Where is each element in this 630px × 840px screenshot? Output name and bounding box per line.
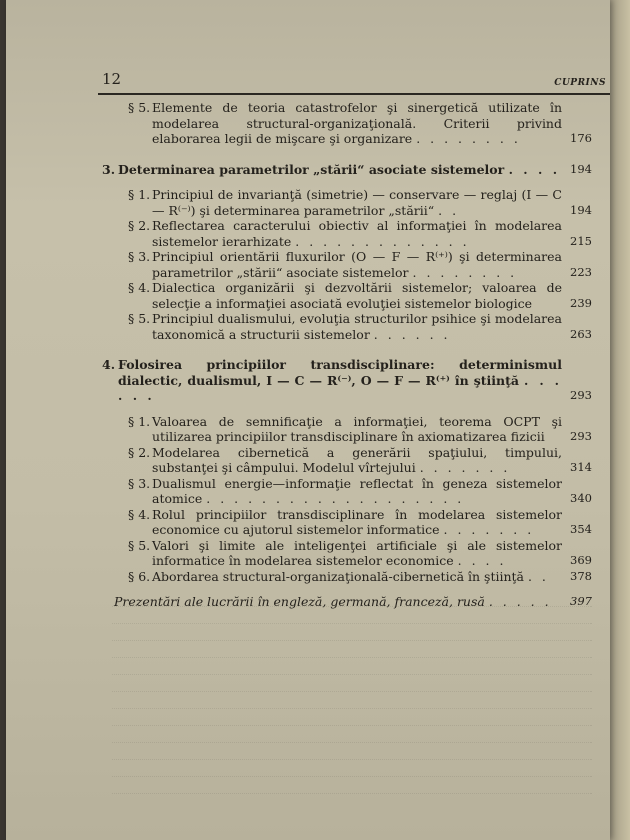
entry-page: 239 [570,295,592,310]
chapter-number: 3. [102,161,116,177]
toc-entry: § 5. Valori şi limite ale inteligenţei artificiale şi ale sistemelor informatice în modelarea sistemelor economice . . . . 369 [128,537,592,568]
entry-title: Abordarea structural-organizaţională-cibernetică în ştiinţă [152,568,524,584]
toc-entry [102,414,592,445]
toc-entry: § 3. Dualismul energie—informaţie reflectat în geneza sistemelor atomice . . . . . . . . . . . . . . . . . . . 340 [128,475,592,506]
entry-page: 223 [570,264,592,279]
entry-number: § 5. [128,100,151,115]
toc-entry: § 1. Principiul de invarianţă (simetrie) — conservare — reglaj (I — C — R⁽⁻⁾) şi determinarea parametrilor „stării“ . . 194 [128,187,592,218]
entry-title: Valoarea de semnificaţie a informaţiei, teorema OCPT şi utilizarea principiilor transdisciplinare în axiomatizarea fizicii [152,413,562,444]
entry-page: 293 [570,429,592,443]
running-head: CUPRINS [554,78,606,88]
entry-title: Valori şi limite ale inteligenţei artificiale şi ale sistemelor informatice în modelarea sistemelor economice [152,537,562,568]
page-header [94,66,610,92]
entry-page: 369 [570,553,592,567]
toc-chapter: 3. Determinarea parametrilor „stării“ asociate sistemelor . . . . 194 [102,161,592,177]
toc-entry: § 3. Principiul orientării fluxurilor (O — F — R⁽⁺⁾) şi determinarea parametrilor „stării“ asociate sistemelor . . . . . . . . 223 [128,249,592,280]
chapter-page: 194 [570,161,592,176]
entry-title: Elemente de teoria catastrofelor şi sinergetică utilizate în modelarea structural-organizaţională. Criterii privind elaborarea legii de mişcare şi organizare [152,100,562,146]
toc-entry: § 6. Abordarea structural-organizaţională-cibernetică în ştiinţă . . 378 [128,568,592,584]
entry-number: § 4. [128,506,151,522]
entry-number: § 5. [128,311,151,326]
header-rule [98,93,610,95]
toc-entry: § 5. Principiul dualismului, evoluţia structurilor psihice şi modelarea taxonomică a structurii sistemelor . . . . . . 263 [128,311,592,342]
chapter-title: Folosirea principiilor transdisciplinare: determinismul dialectic, dualismul, I — C — R⁽⁻⁾, O — F — R⁽⁺⁾ în ştiinţă [118,357,562,388]
toc-entry: § 5. Elemente de teoria catastrofelor şi sinergetică utilizate în modelarea structural-organizaţională. Criterii privind elaborarea legii de mişcare şi organizare . . . . . . . . 176 [128,100,592,146]
entry-number: § 5. [128,537,151,553]
entry-number: § 6. [128,568,151,584]
entry-title: Reflectarea caracterului obiectiv al informaţiei în modelarea sistemelor ierarhizate [152,218,562,249]
entry-page: 215 [570,233,592,248]
entry-number: § 3. [128,249,151,264]
entry-page: 176 [570,131,592,145]
toc-entry [102,280,592,311]
entry-number: § 2. [128,218,151,233]
entry-title: Rolul principiilor transdisciplinare în modelarea sistemelor economice cu ajutorul sistemelor informatice [152,506,562,537]
entry-number: § 3. [128,475,151,491]
toc-entry: § 2. Reflectarea caracterului obiectiv al informaţiei în modelarea sistemelor ierarhizate . . . . . . . . . . . . . 215 [128,218,592,249]
entry-page: 194 [570,202,592,217]
chapter-page: 293 [570,388,592,402]
page-number: 12 [102,70,122,88]
closing-title: Prezentări ale lucrării în engleză, germană, franceză, rusă [114,594,485,609]
entry-title: Dialectica organizării şi dezvoltării sistemelor; valoarea de selecţie a informaţiei asociată evoluţiei sistemelor biologice [152,280,562,311]
entry-page: 340 [570,491,592,505]
book-page [6,0,610,840]
toc-chapter: 4. Folosirea principiilor transdisciplinare: determinismul dialectic, dualismul, I — C — R⁽⁻⁾, O — F — R⁽⁺⁾ în ştiinţă . . . . . . 293 [102,357,592,403]
toc-entry: § 2. Modelarea cibernetică a generării spaţiului, timpului, substanţei şi câmpului. Modelul vîrtejului . . . . . . . 314 [128,444,592,475]
toc-closing-entry: Prezentări ale lucrării în engleză, germană, franceză, rusă . . . . . 397 [114,594,592,609]
entry-number: § 1. [128,187,151,202]
table-of-contents [102,100,592,610]
chapter-number: 4. [102,357,116,372]
bleed-through-text [112,590,592,830]
chapter-title: Determinarea parametrilor „stării“ asociate sistemelor [118,161,505,177]
closing-page: 397 [570,594,592,608]
toc-entry: § 4. Rolul principiilor transdisciplinare în modelarea sistemelor economice cu ajutorul sistemelor informatice . . . . . . . 354 [128,506,592,537]
entry-title: Principiul de invarianţă (simetrie) — conservare — reglaj (I — C — R⁽⁻⁾) şi determinarea parametrilor „stării“ [152,187,562,218]
entry-page: 314 [570,460,592,474]
entry-number: § 4. [128,280,151,295]
entry-title: Principiul dualismului, evoluţia structurilor psihice şi modelarea taxonomică a structurii sistemelor [152,311,562,342]
entry-title: Principiul orientării fluxurilor (O — F — R⁽⁺⁾) şi determinarea parametrilor „stării“ asociate sistemelor [152,249,562,280]
entry-page: 354 [570,522,592,536]
entry-page: 378 [570,568,592,583]
entry-title: Dualismul energie—informaţie reflectat în geneza sistemelor atomice [152,475,562,506]
entry-number: § 1. [128,413,151,429]
entry-page: 263 [570,326,592,341]
entry-number: § 2. [128,444,151,460]
entry-title: Modelarea cibernetică a generării spaţiului, timpului, substanţei şi câmpului. Modelul vîrtejului [152,444,562,475]
